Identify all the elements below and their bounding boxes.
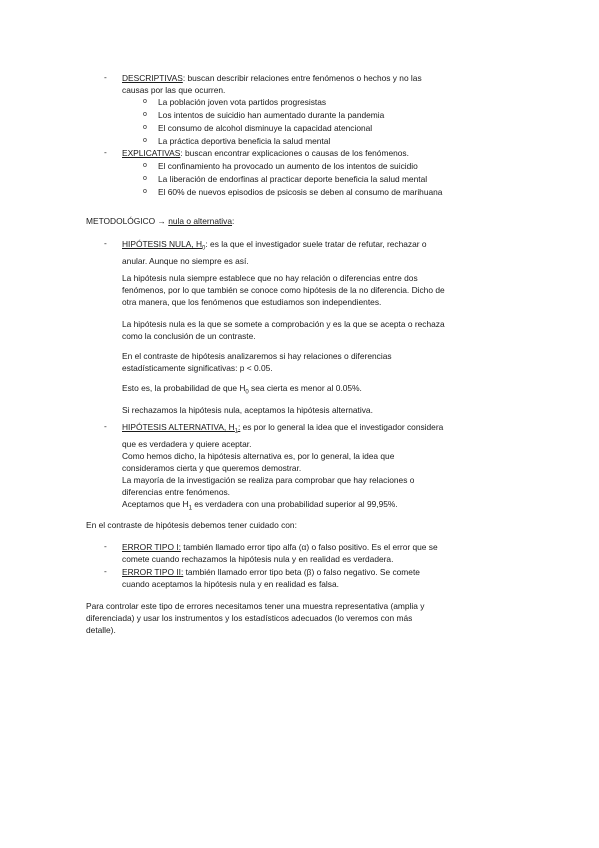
- arrow-right-icon: →: [157, 216, 166, 226]
- hipotesis-nula-term-text: HIPÓTESIS NULA, H: [122, 239, 203, 249]
- bullet-icon: o: [143, 98, 147, 105]
- list-item: La población joven vota partidos progresistas: [158, 97, 327, 107]
- paragraph: [122, 272, 542, 308]
- bullet-icon: o: [143, 162, 147, 169]
- list-item: Los intentos de suicidio han aumentado durante la pandemia: [158, 110, 385, 120]
- paragraph-text: es verdadera con una probabilidad superior al 99,95%.: [191, 498, 398, 509]
- paragraph-line: consideramos cierta y que queremos demostrar.: [122, 462, 302, 473]
- paragraph-line: estadísticamente significativas: p < 0.05.: [122, 363, 273, 373]
- list-dash: -: [104, 421, 107, 431]
- hipotesis-alternativa-term: [122, 422, 241, 435]
- list-dash: -: [104, 238, 107, 248]
- error-tipo-2-text-line2: cuando aceptamos la hipótesis nula y en realidad es falsa.: [122, 579, 339, 589]
- hipotesis-alternativa-text: es por lo general la idea que el investigador considera: [240, 422, 444, 432]
- paragraph: [122, 382, 542, 399]
- descriptivas-item: [122, 72, 522, 96]
- bullet-icon: o: [143, 137, 147, 144]
- paragraph-line: La hipótesis nula es la que se somete a comprobación y es la que se acepta o rechaza: [122, 319, 445, 329]
- paragraph-line: diferenciada) y usar los instrumentos y los estadísticos adecuados (lo veremos con más: [86, 613, 413, 623]
- paragraph-line: La mayoría de la investigación se realiza para comprobar que hay relaciones o: [122, 474, 415, 485]
- hipotesis-alternativa-term-text: HIPÓTESIS ALTERNATIVA, H: [122, 422, 235, 432]
- paragraph-text: Aceptamos que H: [122, 498, 189, 509]
- subscript: 0: [202, 245, 206, 252]
- paragraph: [122, 318, 542, 342]
- list-dash: -: [104, 541, 107, 551]
- subscript: 0: [245, 389, 249, 396]
- metodologico-heading: [86, 215, 516, 227]
- bullet-icon: o: [143, 188, 147, 195]
- explicativas-term: EXPLICATIVAS: [122, 148, 181, 158]
- paragraph-line: La hipótesis nula siempre establece que no hay relación o diferencias entre dos: [122, 273, 418, 283]
- subscript: 1: [188, 505, 192, 512]
- error-tipo-1-item: [122, 541, 542, 565]
- conclusion-paragraph: [86, 600, 526, 636]
- paragraph-line: En el contraste de hipótesis analizaremos si hay relaciones o diferencias: [122, 351, 392, 361]
- error-tipo-2-item: [122, 566, 542, 590]
- paragraph-line: detalle).: [86, 625, 116, 635]
- hipotesis-nula-item: [122, 238, 522, 267]
- explicativas-item: [122, 147, 522, 159]
- explicativas-text: : buscan encontrar explicaciones o causas de los fenómenos.: [180, 148, 409, 158]
- list-item: El consumo de alcohol disminuye la capacidad atencional: [158, 123, 373, 133]
- list-item: La práctica deportiva beneficia la salud mental: [158, 136, 331, 146]
- paragraph: [122, 350, 542, 374]
- bullet-icon: o: [143, 111, 147, 118]
- subscript: 1: [234, 428, 238, 435]
- error-tipo-1-text: también llamado error tipo alfa (α) o falso positivo. Es el error que se: [180, 542, 438, 552]
- descriptivas-text-line2: causas por las que ocurren.: [122, 85, 226, 95]
- error-tipo-1-term: ERROR TIPO I:: [122, 542, 181, 552]
- paragraph-line: Como hemos dicho, la hipótesis alternativa es, por lo general, la idea que: [122, 450, 395, 461]
- list-item: El confinamiento ha provocado un aumento de los intentos de suicidio: [158, 161, 418, 171]
- hipotesis-nula-text: : es la que el investigador suele tratar de refutar, rechazar o: [205, 239, 427, 249]
- metodologico-colon: :: [232, 216, 235, 226]
- list-dash: -: [104, 72, 107, 82]
- list-item: El 60% de nuevos episodios de psicosis se deben al consumo de marihuana: [158, 187, 443, 197]
- error-tipo-1-text-line2: comete cuando rechazamos la hipótesis nula y en realidad es verdadera.: [122, 554, 394, 564]
- paragraph: [122, 404, 542, 416]
- paragraph-line: como la conclusión de un contraste.: [122, 331, 256, 341]
- metodologico-label: METODOLÓGICO: [86, 216, 158, 226]
- error-tipo-2-term: ERROR TIPO II:: [122, 567, 184, 577]
- paragraph-text: sea cierta es menor al 0.05%.: [248, 383, 362, 393]
- list-dash: -: [104, 147, 107, 157]
- bullet-icon: o: [143, 175, 147, 182]
- list-dash: -: [104, 566, 107, 576]
- colon: :: [237, 422, 241, 432]
- paragraph-line: Si rechazamos la hipótesis nula, aceptamos la hipótesis alternativa.: [122, 405, 373, 415]
- paragraph-line: otra manera, que los fenómenos que estudiamos son independientes.: [122, 297, 382, 307]
- descriptivas-term: DESCRIPTIVAS: [122, 73, 183, 83]
- paragraph-line: que es verdadera y quiere aceptar.: [122, 438, 252, 449]
- error-tipo-2-text: también llamado error tipo beta (β) o falso negativo. Se comete: [183, 567, 420, 577]
- bullet-icon: o: [143, 124, 147, 131]
- descriptivas-text: : buscan describir relaciones entre fenómenos o hechos y no las: [182, 73, 422, 83]
- hipotesis-nula-text-line2: anular. Aunque no siempre es así.: [122, 255, 249, 266]
- errores-intro: En el contraste de hipótesis debemos tener cuidado con:: [86, 520, 297, 530]
- paragraph-line: diferencias entre fenómenos.: [122, 486, 231, 497]
- metodologico-target: nula o alternativa: [168, 216, 233, 226]
- hipotesis-nula-term: [122, 239, 206, 252]
- list-item: La liberación de endorfinas al practicar deporte beneficia la salud mental: [158, 174, 428, 184]
- paragraph-line: Para controlar este tipo de errores necesitamos tener una muestra representativa (amplia y: [86, 601, 425, 611]
- paragraph-line: fenómenos, por lo que también se conoce como hipótesis de la no diferencia. Dicho de: [122, 285, 445, 295]
- paragraph-text: Esto es, la probabilidad de que H: [122, 383, 246, 393]
- hipotesis-alternativa-item: [122, 421, 542, 514]
